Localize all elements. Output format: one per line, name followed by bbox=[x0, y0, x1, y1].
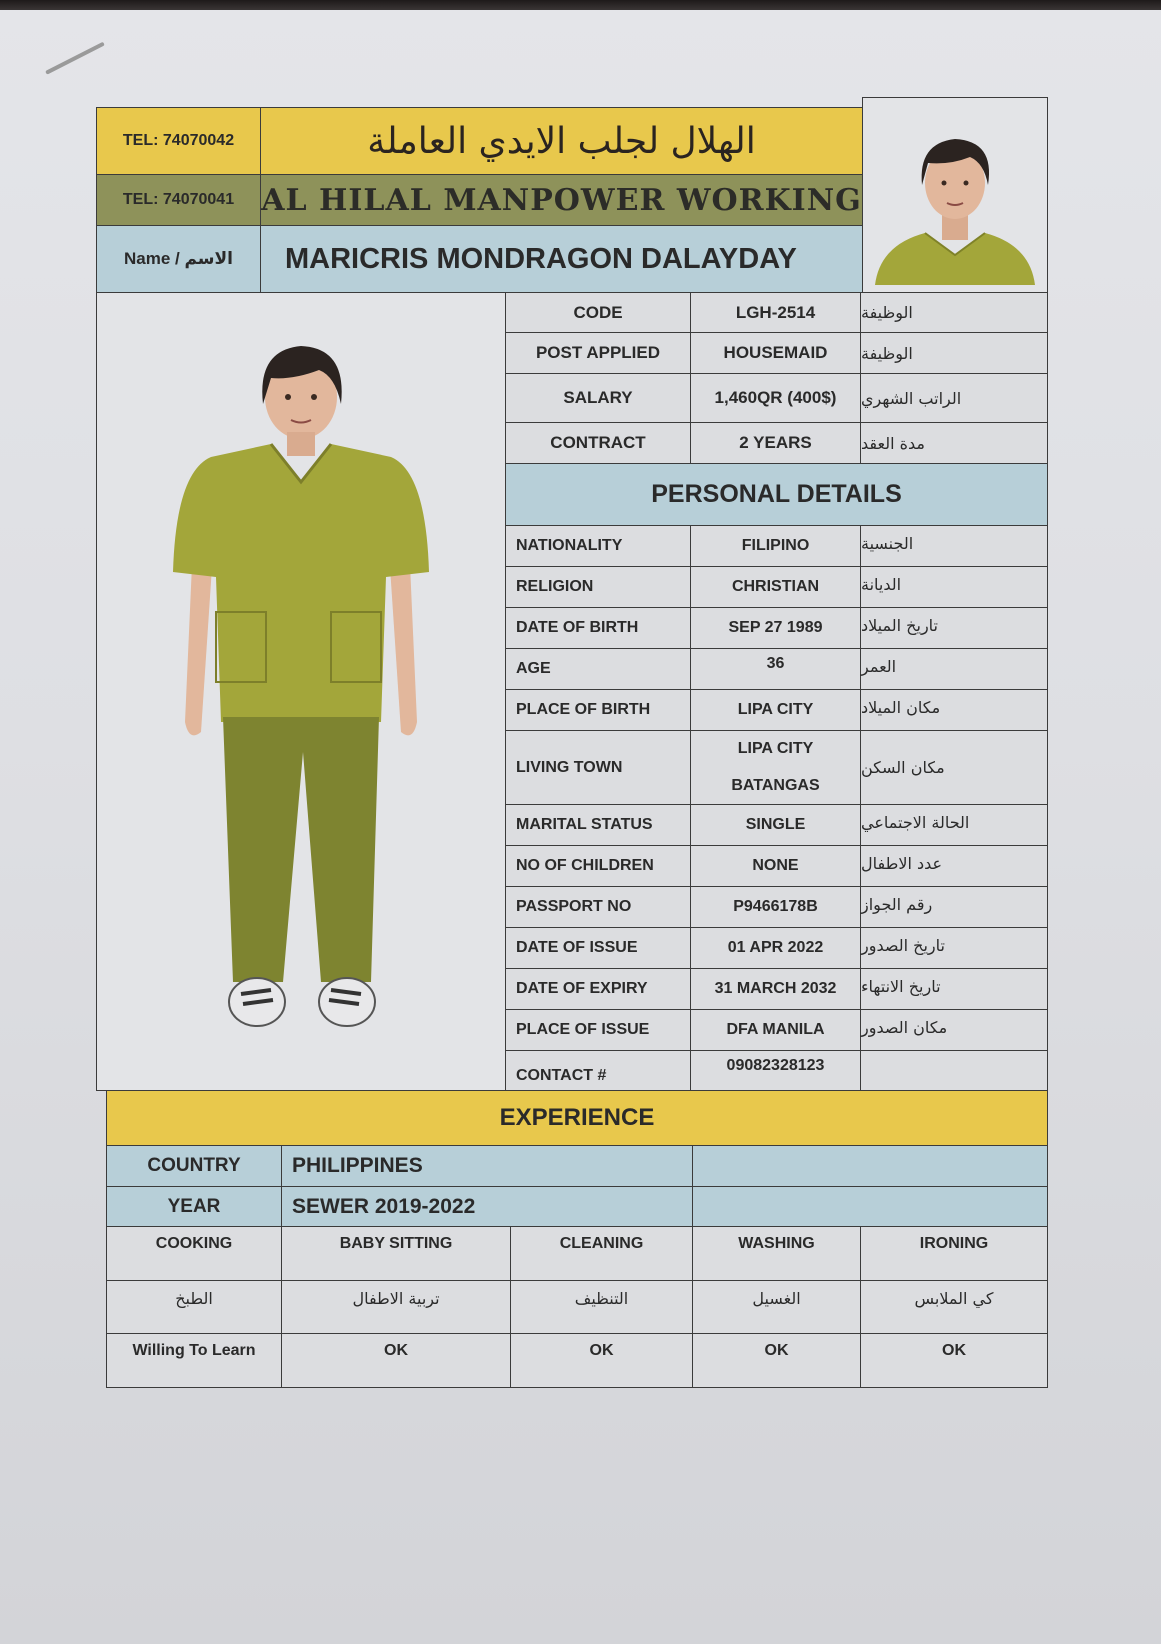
skill-cooking: COOKING bbox=[106, 1226, 282, 1281]
age-value: 36 bbox=[690, 648, 861, 690]
skill-baby-sitting: BABY SITTING bbox=[281, 1226, 511, 1281]
date-of-issue-label-arabic: تاريخ الصدور bbox=[860, 927, 1048, 969]
salary-value: 1,460QR (400$) bbox=[690, 373, 861, 423]
marital-status-value: SINGLE bbox=[690, 804, 861, 846]
nationality-label: NATIONALITY bbox=[505, 525, 691, 567]
date-of-birth-label: DATE OF BIRTH bbox=[505, 607, 691, 649]
living-town-city: LIPA CITY bbox=[737, 740, 814, 758]
willing-cleaning: OK bbox=[510, 1333, 693, 1388]
age-label: AGE bbox=[505, 648, 691, 690]
date-of-birth-label-arabic: تاريخ الميلاد bbox=[860, 607, 1048, 649]
country-label: COUNTRY bbox=[106, 1145, 282, 1187]
date-of-expiry-value: 31 MARCH 2032 bbox=[690, 968, 861, 1010]
full-body-photo bbox=[96, 292, 506, 1091]
skill-washing: WASHING bbox=[692, 1226, 861, 1281]
name-label: Name / الاسم bbox=[96, 225, 261, 293]
pen-mark bbox=[45, 42, 105, 75]
nationality-value: FILIPINO bbox=[690, 525, 861, 567]
photo-background-edge bbox=[0, 0, 1161, 10]
place-of-issue-label: PLACE OF ISSUE bbox=[505, 1009, 691, 1051]
country-extra bbox=[692, 1145, 1048, 1187]
place-of-birth-label-arabic: مكان الميلاد bbox=[860, 689, 1048, 731]
religion-value: CHRISTIAN bbox=[690, 566, 861, 608]
living-town-value bbox=[690, 730, 861, 805]
year-value: SEWER 2019-2022 bbox=[281, 1186, 693, 1227]
code-value: LGH-2514 bbox=[690, 292, 861, 333]
tel-2: TEL: 74070041 bbox=[96, 174, 261, 226]
year-label: YEAR bbox=[106, 1186, 282, 1227]
contract-value: 2 YEARS bbox=[690, 422, 861, 464]
headshot-photo bbox=[862, 97, 1048, 293]
living-town-label-arabic: مكان السكن bbox=[860, 730, 1048, 805]
post-applied-label-arabic: الوظيفة bbox=[860, 332, 1048, 374]
willing-to-learn-label: Willing To Learn bbox=[106, 1333, 282, 1388]
children-label-arabic: عدد الاطفال bbox=[860, 845, 1048, 887]
company-name-english: AL HILAL MANPOWER WORKING bbox=[260, 174, 863, 226]
date-of-issue-value: 01 APR 2022 bbox=[690, 927, 861, 969]
place-of-issue-label-arabic: مكان الصدور bbox=[860, 1009, 1048, 1051]
religion-label-arabic: الديانة bbox=[860, 566, 1048, 608]
post-applied-value: HOUSEMAID bbox=[690, 332, 861, 374]
company-name-arabic: الهلال لجلب الايدي العاملة bbox=[260, 107, 863, 175]
skill-baby-sitting-arabic: تربية الاطفال bbox=[281, 1280, 511, 1334]
date-of-issue-label: DATE OF ISSUE bbox=[505, 927, 691, 969]
date-of-expiry-label: DATE OF EXPIRY bbox=[505, 968, 691, 1010]
marital-status-label: MARITAL STATUS bbox=[505, 804, 691, 846]
code-label-arabic: الوظيفة bbox=[860, 292, 1048, 333]
date-of-birth-value: SEP 27 1989 bbox=[690, 607, 861, 649]
skill-cleaning-arabic: التنظيف bbox=[510, 1280, 693, 1334]
willing-ironing: OK bbox=[860, 1333, 1048, 1388]
salary-label: SALARY bbox=[505, 373, 691, 423]
contract-label: CONTRACT bbox=[505, 422, 691, 464]
passport-no-value: P9466178B bbox=[690, 886, 861, 928]
headshot-portrait-icon bbox=[870, 105, 1040, 285]
children-label: NO OF CHILDREN bbox=[505, 845, 691, 887]
place-of-birth-value: LIPA CITY bbox=[690, 689, 861, 731]
marital-status-label-arabic: الحالة الاجتماعي bbox=[860, 804, 1048, 846]
skill-ironing: IRONING bbox=[860, 1226, 1048, 1281]
tel-1: TEL: 74070042 bbox=[96, 107, 261, 175]
willing-baby-sitting: OK bbox=[281, 1333, 511, 1388]
date-of-expiry-label-arabic: تاريخ الانتهاء bbox=[860, 968, 1048, 1010]
candidate-name: MARICRIS MONDRAGON DALAYDAY bbox=[260, 225, 863, 293]
skill-washing-arabic: الغسيل bbox=[692, 1280, 861, 1334]
skill-ironing-arabic: كي الملابس bbox=[860, 1280, 1048, 1334]
skill-cleaning: CLEANING bbox=[510, 1226, 693, 1281]
living-town-label: LIVING TOWN bbox=[505, 730, 691, 805]
post-applied-label: POST APPLIED bbox=[505, 332, 691, 374]
place-of-birth-label: PLACE OF BIRTH bbox=[505, 689, 691, 731]
contract-label-arabic: مدة العقد bbox=[860, 422, 1048, 464]
contact-label: CONTACT # bbox=[505, 1050, 691, 1091]
contact-value: 09082328123 bbox=[690, 1050, 861, 1091]
passport-no-label: PASSPORT NO bbox=[505, 886, 691, 928]
year-extra bbox=[692, 1186, 1048, 1227]
living-town-province: BATANGAS bbox=[731, 776, 820, 794]
children-value: NONE bbox=[690, 845, 861, 887]
personal-details-title: PERSONAL DETAILS bbox=[505, 463, 1048, 526]
skill-cooking-arabic: الطبخ bbox=[106, 1280, 282, 1334]
contact-label-arabic bbox=[860, 1050, 1048, 1091]
passport-no-label-arabic: رقم الجواز bbox=[860, 886, 1048, 928]
experience-title: EXPERIENCE bbox=[106, 1090, 1048, 1146]
country-value: PHILIPPINES bbox=[281, 1145, 693, 1187]
place-of-issue-value: DFA MANILA bbox=[690, 1009, 861, 1051]
code-label: CODE bbox=[505, 292, 691, 333]
age-label-arabic: العمر bbox=[860, 648, 1048, 690]
religion-label: RELIGION bbox=[505, 566, 691, 608]
nationality-label-arabic: الجنسية bbox=[860, 525, 1048, 567]
salary-label-arabic: الراتب الشهري bbox=[860, 373, 1048, 423]
willing-washing: OK bbox=[692, 1333, 861, 1388]
full-body-portrait-icon bbox=[171, 322, 431, 1062]
